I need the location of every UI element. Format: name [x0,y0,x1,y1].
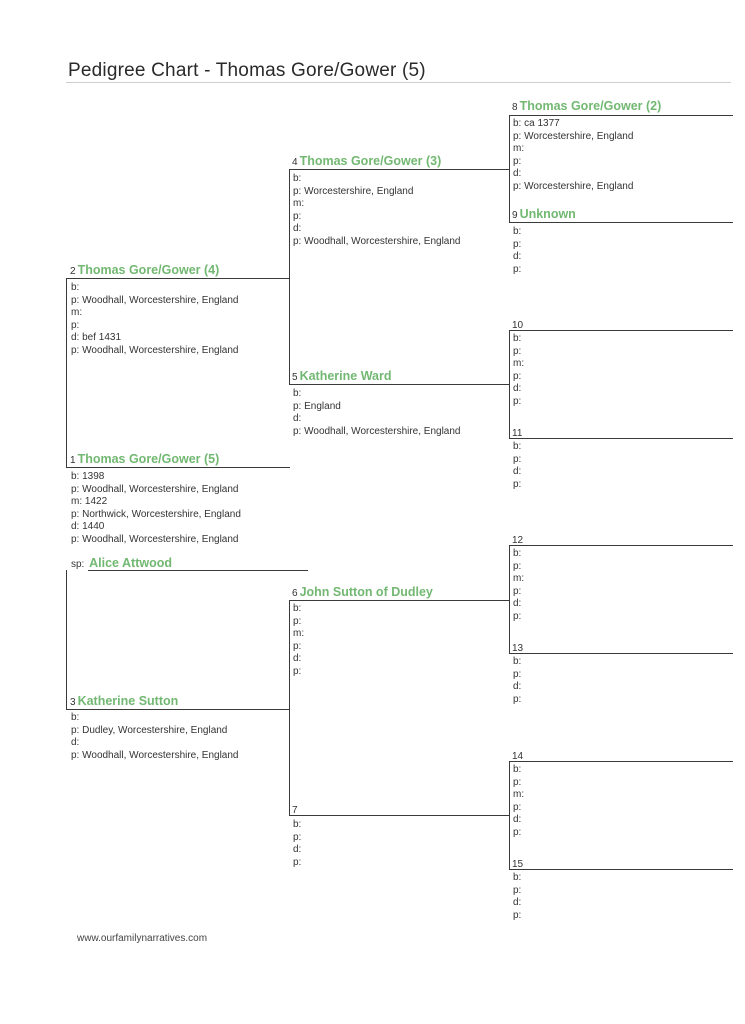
person-9-name: Unknown [519,207,576,221]
person-detail-line: p: Worcestershire, England [513,180,634,192]
person-detail-line: d: [293,653,302,664]
person-detail-line: p: [71,319,80,331]
person-detail-line: p: [293,210,302,222]
person-1-name: Thomas Gore/Gower (5) [77,452,220,466]
person-13-label: 13 [512,643,524,654]
person-8-details [513,118,633,193]
person-detail-line: b: [513,548,522,559]
person-detail-line: m: [293,628,305,639]
person-1-details [71,471,241,546]
person-detail-line: p: [513,826,522,838]
person-detail-line: p: [513,776,522,788]
person-2-label: 2 Thomas Gore/Gower (4) [70,263,220,277]
person-4-name: Thomas Gore/Gower (3) [299,154,442,168]
person-detail-line: d: [513,251,522,262]
person-detail-line: b: ca 1377 [513,118,560,129]
person-5-details [293,388,461,438]
person-7-details [293,819,301,869]
person-detail-line: b: [513,656,522,667]
person-detail-line: b: [293,388,302,399]
person-detail-line: p: Northwick, Worcestershire, England [71,508,241,520]
person-detail-line: p: Woodhall, Worcestershire, England [71,294,239,306]
person-13-details [513,656,521,706]
person-detail-line: d: 1440 [71,521,105,532]
gen4-bracket-3 [509,545,510,653]
person-detail-line: p: Worcestershire, England [513,130,634,142]
person-11-label: 11 [512,428,523,439]
person-detail-line: p: [513,345,522,357]
person-detail-line: p: [513,395,522,407]
person-detail-line: d: [513,466,522,477]
person-detail-line: m: [513,573,525,584]
person-2-bracket [66,278,67,467]
person-5-line [289,384,510,385]
person-5-label: 5 Katherine Ward [292,369,392,383]
person-2-details [71,282,239,357]
person-4-line [289,169,510,170]
person-12-label: 12 [512,535,524,546]
person-14-details [513,764,524,839]
person-12-line [509,545,733,546]
person-detail-line: p: [513,453,522,465]
person-detail-line: p: Woodhall, Worcestershire, England [71,533,239,545]
person-detail-line: m: [513,143,525,154]
person-detail-line: d: [293,844,302,855]
person-detail-line: p: [513,478,522,490]
person-detail-line: m: [513,358,525,369]
spouse-name: Alice Attwood [89,556,172,570]
title-rule [66,82,731,83]
person-detail-line: b: [71,282,80,293]
person-15-line [509,869,733,870]
gen4-bracket-1 [509,115,510,222]
spouse-label [71,556,172,570]
gen4-bracket-2 [509,330,510,438]
person-detail-line: p: [513,884,522,896]
person-11-line [509,438,733,439]
person-detail-line: d: [513,383,522,394]
person-detail-line: p: [513,801,522,813]
person-detail-line: d: bef 1431 [71,332,122,343]
person-13-line [509,653,733,654]
person-detail-line: p: Woodhall, Worcestershire, England [71,344,239,356]
person-detail-line: p: [513,585,522,597]
person-detail-line: p: [293,665,302,677]
person-detail-line: p: Woodhall, Worcestershire, England [71,749,239,761]
person-detail-line: m: 1422 [71,496,108,507]
person-3-name: Katherine Sutton [77,694,179,708]
gen4-bracket-4 [509,761,510,869]
person-detail-line: p: [513,370,522,382]
person-2-line [66,278,290,279]
person-9-line [509,222,733,223]
person-detail-line: p: [293,831,302,843]
person-detail-line: b: [293,819,302,830]
person-detail-line: p: [293,640,302,652]
person-7-label: 7 [292,805,298,816]
person-6-details [293,603,304,678]
person-detail-line: b: [293,173,302,184]
footer-website: www.ourfamilynarratives.com [77,933,208,944]
person-detail-line: d: [513,168,522,179]
person-8-name: Thomas Gore/Gower (2) [519,99,662,113]
person-detail-line: b: [293,603,302,614]
person-detail-line: d: [293,223,302,234]
person-detail-line: p: [513,560,522,572]
person-5-name: Katherine Ward [299,369,392,383]
person-8-line [509,115,733,116]
person-detail-line: b: [513,872,522,883]
person-detail-line: m: [71,307,83,318]
person-detail-line: d: [513,598,522,609]
person-10-details [513,333,524,408]
person-10-label: 10 [512,320,524,331]
person-11-details [513,441,521,491]
person-detail-line: p: [513,238,522,250]
person-6-line [289,600,510,601]
person-detail-line: p: Dudley, Worcestershire, England [71,724,228,736]
person-6-name: John Sutton of Dudley [299,585,433,599]
person-3-bracket [66,570,67,709]
person-4-label: 4 Thomas Gore/Gower (3) [292,154,442,168]
person-1-line [66,467,290,468]
person-detail-line: b: [71,712,80,723]
person-detail-line: p: [513,668,522,680]
gen3-bracket-upper [289,169,290,384]
person-detail-line: b: [513,333,522,344]
person-2-name: Thomas Gore/Gower (4) [77,263,220,277]
person-14-line [509,761,733,762]
person-15-label: 15 [512,859,524,870]
person-detail-line: m: [293,198,305,209]
person-detail-line: p: [293,856,302,868]
person-detail-line: d: [513,897,522,908]
person-detail-line: p: Woodhall, Worcestershire, England [293,425,461,437]
person-4-details [293,173,461,248]
person-detail-line: p: England [293,400,341,412]
person-detail-line: b: [513,441,522,452]
person-detail-line: b: [513,226,522,237]
gen3-bracket-lower [289,600,290,815]
person-9-label: 9 Unknown [512,207,576,221]
person-detail-line: d: [513,681,522,692]
person-14-label: 14 [512,751,524,762]
person-3-details [71,712,239,762]
person-detail-line: p: Worcestershire, England [293,185,414,197]
person-detail-line: p: [513,610,522,622]
person-7-line [289,815,510,816]
person-9-details [513,226,521,276]
person-detail-line: p: Woodhall, Worcestershire, England [71,483,239,495]
person-detail-line: p: [513,263,522,275]
person-detail-line: m: [513,789,525,800]
person-detail-line: p: [513,909,522,921]
person-detail-line: d: [293,413,302,424]
person-detail-line: b: [513,764,522,775]
page-title: Pedigree Chart - Thomas Gore/Gower (5) [68,60,426,81]
person-detail-line: p: [513,693,522,705]
spouse-line [88,570,308,571]
person-detail-line: p: [293,615,302,627]
person-detail-line: p: Woodhall, Worcestershire, England [293,235,461,247]
person-15-details [513,872,521,922]
person-detail-line: d: [71,737,80,748]
person-detail-line: p: [513,155,522,167]
person-8-label: 8 Thomas Gore/Gower (2) [512,99,662,113]
person-3-label: 3 Katherine Sutton [70,694,179,708]
person-6-label: 6 John Sutton of Dudley [292,585,433,599]
spouse-prefix: sp: [71,559,85,570]
person-detail-line: d: [513,814,522,825]
person-12-details [513,548,524,623]
person-1-label: 1 Thomas Gore/Gower (5) [70,452,220,466]
person-3-line [66,709,290,710]
person-10-line [509,330,733,331]
person-detail-line: b: 1398 [71,471,105,482]
